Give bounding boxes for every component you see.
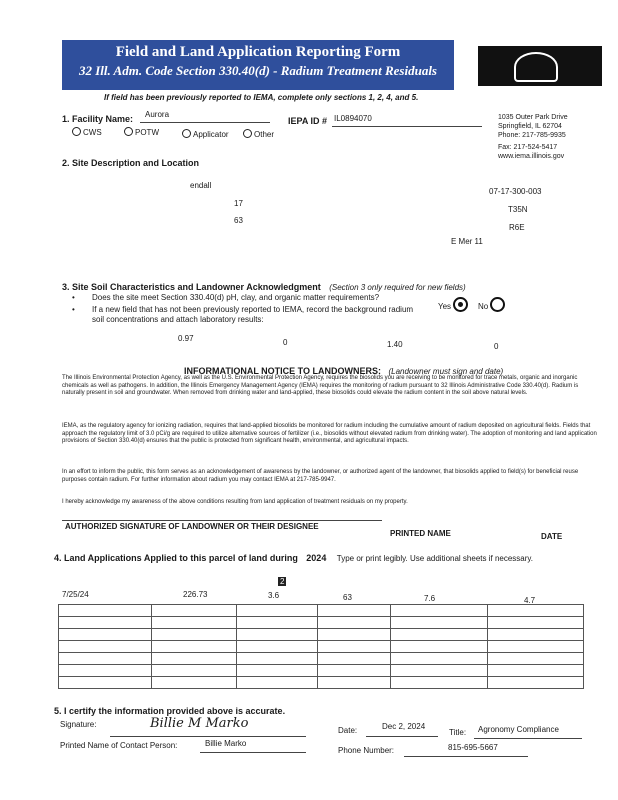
soil-value-3[interactable]: 1.40: [387, 340, 403, 349]
agency-fax: Fax: 217-524-5417: [498, 144, 558, 152]
table-row: [59, 677, 584, 689]
notice-title-note: (Landowner must sign and date): [388, 367, 504, 376]
agency-address-1: 1035 Outer Park Drive: [498, 114, 568, 121]
table-row: [59, 617, 584, 629]
signature-label: Signature:: [60, 720, 97, 729]
parcel-number-value[interactable]: 07-17-300-003: [489, 187, 542, 196]
iepa-id-value[interactable]: IL0894070: [334, 114, 372, 123]
facility-name-line: [140, 122, 270, 123]
printed-name-label: Printed Name of Contact Person:: [60, 741, 178, 750]
table-row: [59, 605, 584, 617]
radio-no[interactable]: [490, 297, 505, 312]
bullet-1: •: [72, 293, 75, 302]
county-value[interactable]: endall: [190, 181, 212, 190]
option-potw[interactable]: [124, 127, 159, 137]
bullet-2: •: [72, 305, 75, 314]
agency-address: [498, 114, 608, 162]
section-number-value[interactable]: 17: [234, 199, 243, 208]
range-value[interactable]: R6E: [509, 223, 525, 232]
landowner-signature-label: AUTHORIZED SIGNATURE OF LANDOWNER OR THEIR DESIGNEE: [65, 522, 319, 531]
section1-label: 1. Facility Name:: [62, 114, 134, 124]
landowner-date-label: DATE: [541, 532, 563, 541]
form-title: Field and Land Application Reporting Form: [115, 44, 401, 60]
radio-other[interactable]: [243, 129, 252, 138]
contact-signature[interactable]: Billie M Marko: [150, 716, 249, 731]
agency-web: www.iema.illinois.gov: [498, 153, 565, 160]
iepa-id-line: [332, 126, 482, 127]
date-value[interactable]: Dec 2, 2024: [382, 722, 426, 731]
radio-yes[interactable]: [453, 297, 468, 312]
title-value[interactable]: Agronomy Compliance: [478, 725, 559, 734]
soil-question-2: If a new field that has not been previously reported to IEMA, record the background radium soil concentrations and attach laboratory results:: [92, 305, 414, 325]
phone-line: [404, 756, 528, 757]
form-title-banner: [62, 40, 454, 90]
option-applicator-label: Applicator: [193, 130, 229, 139]
iema-logo: [478, 46, 602, 86]
title-label: Title:: [449, 728, 467, 737]
yes-option[interactable]: [438, 297, 468, 312]
radio-cws[interactable]: [72, 127, 81, 136]
soil-value-1[interactable]: 0.97: [178, 334, 194, 343]
option-applicator[interactable]: [182, 129, 229, 139]
option-potw-label: POTW: [135, 128, 159, 137]
agency-phone: Phone: 217-785-9935: [498, 131, 566, 139]
section5-label: 5. I certify the information provided above is accurate.: [54, 706, 286, 716]
landowner-signature-line[interactable]: [62, 520, 382, 521]
option-other-label: Other: [254, 130, 275, 139]
radio-potw[interactable]: [124, 127, 133, 136]
printed-name-line: [200, 752, 306, 753]
row1-acres[interactable]: 63: [343, 593, 352, 602]
yes-label: Yes: [438, 302, 452, 311]
facility-name-value[interactable]: Aurora: [145, 110, 170, 119]
section4-header: [54, 548, 533, 566]
no-option[interactable]: [478, 297, 505, 312]
date-line: [366, 736, 438, 737]
section2-label: 2. Site Description and Location: [62, 158, 200, 168]
notice-paragraph-3: In an effort to inform the public, this form serves as an acknowledgement of awareness by the landowner, or authorized agent of the landowner, that biosolids applied to field(s) for beneficial reuse purposes contain radium. For further information about radium you may contact IEMA at 217-785-9947.: [62, 469, 579, 483]
iepa-id-label: IEPA ID #: [288, 116, 328, 126]
soil-value-2[interactable]: 0: [283, 338, 288, 347]
header-note: If field has been previously reported to IEMA, complete only sections 1, 2, 4, and 5.: [104, 93, 419, 102]
notice-paragraph-4: I hereby acknowledge my awareness of the above conditions resulting from land application of treatment residuals on my property.: [62, 499, 408, 505]
row1-radium[interactable]: 3.6: [268, 591, 280, 600]
row1-date[interactable]: 7/25/24: [62, 590, 89, 599]
date-label: Date:: [338, 726, 358, 735]
row1-cumulative[interactable]: 4.7: [524, 596, 536, 605]
agency-address-2: Springfield, IL 62704: [498, 122, 562, 130]
row1-loading[interactable]: 7.6: [424, 594, 436, 603]
notice-title: INFORMATIONAL NOTICE TO LANDOWNERS:: [184, 366, 381, 376]
table-row: [59, 665, 584, 677]
section3-note: (Section 3 only required for new fields): [329, 283, 466, 292]
printed-name-value[interactable]: Billie Marko: [205, 739, 247, 748]
radio-applicator[interactable]: [182, 129, 191, 138]
section4-label: 4. Land Applications Applied to this parcel of land during: [54, 553, 298, 563]
logo-emblem: [514, 52, 558, 82]
no-label: No: [478, 302, 489, 311]
phone-value[interactable]: 815-695-5667: [448, 743, 498, 752]
row1-amount[interactable]: 226.73: [183, 590, 208, 599]
section4-note: Type or print legibly. Use additional sheets if necessary.: [336, 554, 534, 563]
column-marker: 2: [280, 577, 285, 586]
soil-question-1: Does the site meet Section 330.40(d) pH, clay, and organic matter requirements?: [92, 293, 380, 302]
table-row: [59, 653, 584, 665]
meridian-value[interactable]: E Mer 11: [451, 237, 483, 246]
table-row: [59, 629, 584, 641]
table-row: [59, 641, 584, 653]
township-value[interactable]: T35N: [508, 205, 528, 214]
form-subtitle: 32 Ill. Adm. Code Section 330.40(d) - Radium Treatment Residuals: [79, 63, 437, 78]
landowner-printed-name-label: PRINTED NAME: [390, 529, 451, 538]
land-application-table: [58, 604, 584, 689]
notice-paragraph-2: IEMA, as the regulatory agency for ionizing radiation, requires that land-applied biosolids be monitored for radium including the cumulative amount of radium deposited on agricultural fields. Fields that approach the regulatory limit of 3.0 pCi/g are required to utilize alternative sources of fertilizer (i.e., biosolids without elevated radium from drinking water). The adoption of monitoring and land application provisions of Section 330.40(d) ensures that the public is protected from significant health, environmental, and agricultural impacts.: [62, 423, 597, 444]
signature-line: [110, 736, 306, 737]
option-other[interactable]: [243, 129, 274, 139]
section3-label: 3. Site Soil Characteristics and Landowner Acknowledgment: [62, 282, 321, 292]
option-cws-label: CWS: [83, 128, 102, 137]
phone-label: Phone Number:: [338, 746, 395, 755]
soil-value-4[interactable]: 0: [494, 342, 499, 351]
tract-value[interactable]: 63: [234, 216, 243, 225]
title-line: [474, 738, 582, 739]
section4-year[interactable]: 2024: [306, 553, 327, 563]
option-cws[interactable]: [72, 127, 102, 137]
notice-paragraph-1: The Illinois Environmental Protection Agency, as well as the U.S. Environmental Protection Agency, requires the biosolids you are receiving to be monitored for trace metals, organic and inorganic chemicals as well as pathogens. In addition, the Illinois Emergency Management Agency (IEMA) requires the monitoring of radium pursuant to 32 Illinois Administrative Code 330.40(d). Radium is naturally present in soil and groundwater. When removed from drinking water and land-applied, these biosolids could elevate the radium content in the soil above natural levels.: [62, 375, 579, 396]
